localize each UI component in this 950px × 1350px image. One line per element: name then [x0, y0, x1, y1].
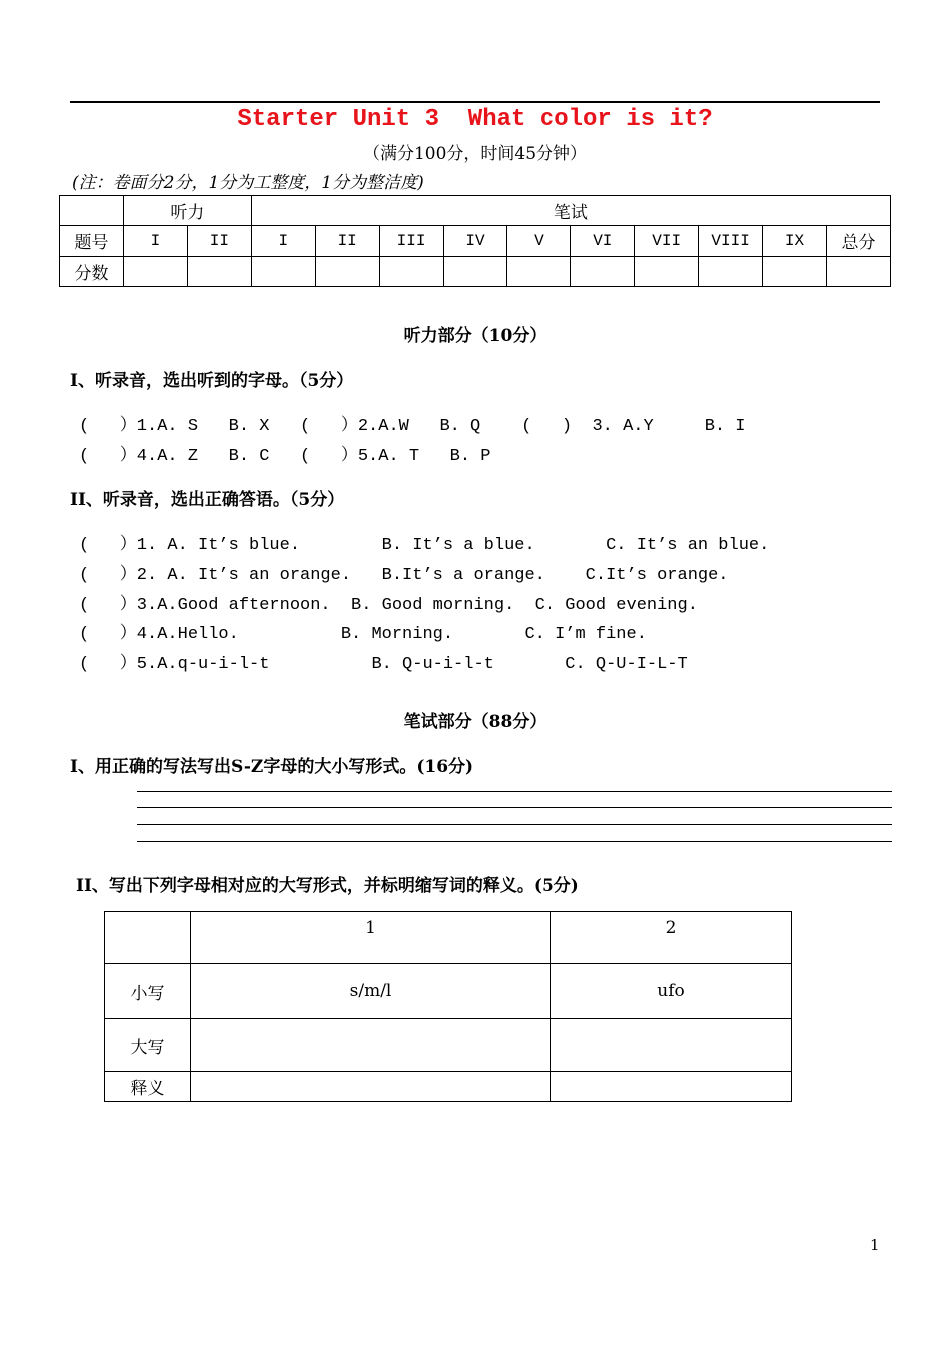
score-cell: [826, 256, 890, 286]
question-number: IV: [443, 226, 507, 256]
question-number: IX: [763, 226, 827, 256]
lowercase-value: s/m/l: [191, 964, 551, 1019]
question-number: I: [124, 226, 188, 256]
uppercase-row: [105, 1019, 792, 1072]
question-item: ( ）2. A. It’s an orange. B.It’s a orange. C.It’s orange.: [79, 566, 729, 585]
question-item: ( ）4.A.Hello. B. Morning. C. I’m fine.: [79, 625, 647, 644]
letter-table-header-row: [105, 912, 792, 964]
listening-part2-heading: II、听录音，选出正确答语。（5分）: [70, 490, 345, 510]
exam-note: (注：卷面分2分，1分为工整度，1分为整洁度): [72, 173, 424, 193]
answer-cell[interactable]: [551, 1072, 792, 1102]
answer-cell[interactable]: [191, 1072, 551, 1102]
question-item: ( ）5.A.q-u-i-l-t B. Q-u-i-l-t C. Q-U-I-L-T: [79, 655, 688, 674]
question-item: ( ）1. A. It’s blue. B. It’s a blue. C. It’s an blue.: [79, 536, 770, 555]
score-cell: [763, 256, 827, 286]
question-number: VI: [571, 226, 635, 256]
score-cell: [379, 256, 443, 286]
score-cell: [507, 256, 571, 286]
meaning-row: [105, 1072, 792, 1102]
top-rule: [70, 101, 880, 103]
score-table: [59, 195, 891, 287]
score-table-corner: [60, 196, 124, 226]
question-row-label: 题号: [60, 226, 124, 256]
score-cell: [699, 256, 763, 286]
question-number: VIII: [699, 226, 763, 256]
score-table-header-row: [60, 196, 891, 226]
row-label: 大写: [105, 1019, 191, 1072]
question-line: ( ）1.A. S B. X ( ）2.A.W B. Q ( ) 3. A.Y B. I: [79, 417, 746, 436]
written-label: 笔试: [251, 196, 890, 226]
score-cell: [315, 256, 379, 286]
page-number: 1: [870, 1236, 880, 1254]
writing-line: [137, 791, 892, 792]
total-label: 总分: [826, 226, 890, 256]
writing-line: [137, 807, 892, 808]
writing-line: [137, 824, 892, 825]
score-row: [60, 256, 891, 286]
question-number: II: [315, 226, 379, 256]
exam-info: （满分100分，时间45分钟）: [362, 144, 588, 164]
lowercase-row: [105, 964, 792, 1019]
page-title: Starter Unit 3 What color is it?: [237, 106, 713, 133]
score-cell: [443, 256, 507, 286]
answer-cell[interactable]: [551, 1019, 792, 1072]
question-number: V: [507, 226, 571, 256]
score-cell: [124, 256, 188, 286]
question-item: ( ）3.A.Good afternoon. B. Good morning. C. Good evening.: [79, 596, 698, 615]
column-header: 2: [551, 912, 792, 964]
score-cell: [635, 256, 699, 286]
written-part1-heading: I、用正确的写法写出S-Z字母的大小写形式。(16分): [70, 757, 474, 777]
written-part2-heading: II、写出下列字母相对应的大写形式，并标明缩写词的释义。(5分): [76, 876, 579, 896]
score-cell: [251, 256, 315, 286]
question-number: II: [187, 226, 251, 256]
lowercase-value: ufo: [551, 964, 792, 1019]
question-number-row: [60, 226, 891, 256]
writing-line: [137, 841, 892, 842]
row-label: 释义: [105, 1072, 191, 1102]
listening-label: 听力: [124, 196, 252, 226]
score-cell: [571, 256, 635, 286]
question-line: ( ）4.A. Z B. C ( ）5.A. T B. P: [79, 447, 491, 466]
question-number: III: [379, 226, 443, 256]
written-heading: 笔试部分（88分）: [403, 712, 547, 732]
question-number: I: [251, 226, 315, 256]
letter-table-corner: [105, 912, 191, 964]
listening-part1-heading: I、听录音，选出听到的字母。（5分）: [70, 371, 354, 391]
listening-heading: 听力部分（10分）: [403, 326, 547, 346]
answer-cell[interactable]: [191, 1019, 551, 1072]
letter-table: [104, 911, 792, 1102]
row-label: 小写: [105, 964, 191, 1019]
question-number: VII: [635, 226, 699, 256]
column-header: 1: [191, 912, 551, 964]
score-row-label: 分数: [60, 256, 124, 286]
score-cell: [187, 256, 251, 286]
